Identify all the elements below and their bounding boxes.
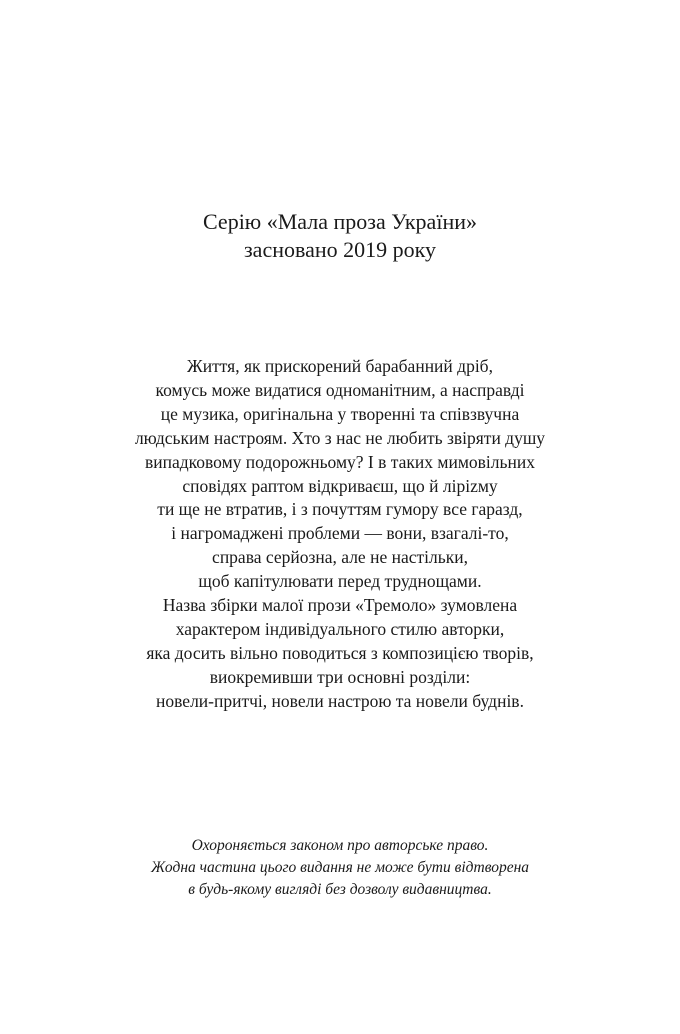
annotation-line: виокремивши три основні розділи: — [209, 666, 471, 687]
book-annotation — [0, 355, 680, 714]
copyright-notice — [0, 835, 680, 901]
annotation-line: і нагромаджені проблеми — вони, взагалі-то, — [171, 523, 509, 544]
series-notice-line: засновано 2019 року — [243, 237, 436, 262]
copyright-line: в будь-якому вигляді без дозволу видавництва. — [188, 881, 492, 898]
series-notice — [0, 208, 680, 264]
annotation-line: Життя, як прискорений барабанний дріб, — [187, 356, 493, 376]
annotation-line: сповідях раптом відкриваєш, що й лірizму — [182, 475, 498, 496]
annotation-line: комусь може видатися одноманітним, а насправді — [155, 379, 525, 400]
annotation-line: характером індивідуального стилю авторки, — [175, 618, 505, 639]
annotation-line: ти ще не втратив, і з почуттям гумору все гаразд, — [157, 499, 523, 520]
annotation-line: випадковому подорожньому? І в таких мимовільних — [145, 451, 535, 472]
annotation-line: це музика, оригінальна у творенні та співзвучна — [160, 403, 520, 424]
copyright-line: Жодна частина цього видання не може бути відтворена — [150, 859, 530, 876]
annotation-line: справа серйозна, але не настільки, — [212, 547, 468, 568]
annotation-line: щоб капітулювати перед труднощами. — [198, 571, 482, 592]
annotation-line: яка досить вільно поводиться з композицією творів, — [146, 642, 534, 663]
copyright-line: Охороняється законом про авторське право. — [191, 837, 489, 854]
annotation-line: Назва збірки малої прози «Тремоло» зумовлена — [162, 595, 518, 616]
annotation-line: людським настроям. Хто з нас не любить звіряти душу — [134, 427, 546, 448]
series-notice-line: Серію «Мала проза України» — [202, 209, 477, 234]
annotation-line: новели-притчі, новели настрою та новели буднів. — [156, 690, 524, 711]
